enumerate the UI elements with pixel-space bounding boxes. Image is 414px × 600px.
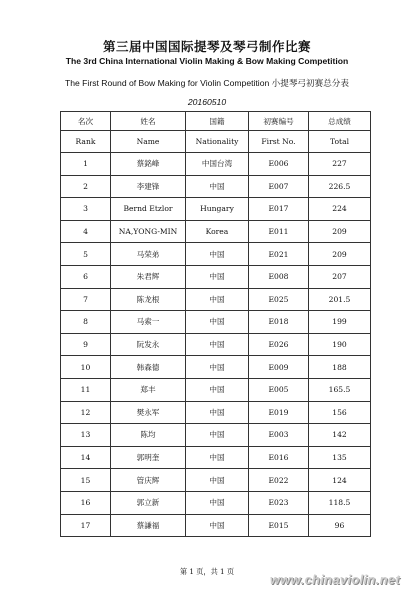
table-row bbox=[61, 265, 371, 288]
first-no-cell: E023 bbox=[249, 491, 309, 514]
total-cell: 190 bbox=[309, 333, 371, 356]
rank-cell: 7 bbox=[61, 288, 111, 311]
name-cell: 阮发永 bbox=[111, 333, 186, 356]
total-cell: 124 bbox=[309, 469, 371, 492]
name-cell: 马荣弟 bbox=[111, 243, 186, 266]
header-first-no-en: First No. bbox=[249, 131, 309, 153]
rank-cell: 10 bbox=[61, 356, 111, 379]
nationality-cell: Hungary bbox=[186, 198, 249, 221]
results-table bbox=[60, 111, 371, 537]
table-row bbox=[61, 198, 371, 221]
total-cell: 224 bbox=[309, 198, 371, 221]
nationality-cell: 中国 bbox=[186, 469, 249, 492]
rank-cell: 1 bbox=[61, 153, 111, 176]
total-cell: 209 bbox=[309, 220, 371, 243]
nationality-cell: 中国 bbox=[186, 446, 249, 469]
first-no-cell: E015 bbox=[249, 514, 309, 537]
document-title-en: The 3rd China International Violin Making & Bow Making Competition bbox=[65, 56, 349, 66]
rank-cell: 3 bbox=[61, 198, 111, 221]
total-cell: 156 bbox=[309, 401, 371, 424]
table-row bbox=[61, 378, 371, 401]
header-row-cn bbox=[61, 112, 371, 131]
nationality-cell: 中国 bbox=[186, 491, 249, 514]
nationality-cell: 中国 bbox=[186, 333, 249, 356]
header-name-en: Name bbox=[111, 131, 186, 153]
total-cell: 188 bbox=[309, 356, 371, 379]
nationality-cell: Korea bbox=[186, 220, 249, 243]
header-nationality-cn: 国籍 bbox=[186, 112, 249, 131]
table-row bbox=[61, 333, 371, 356]
total-cell: 142 bbox=[309, 424, 371, 447]
table-row bbox=[61, 243, 371, 266]
rank-cell: 9 bbox=[61, 333, 111, 356]
header-total-cn: 总成绩 bbox=[309, 112, 371, 131]
first-no-cell: E022 bbox=[249, 469, 309, 492]
first-no-cell: E007 bbox=[249, 175, 309, 198]
rank-cell: 4 bbox=[61, 220, 111, 243]
first-no-cell: E008 bbox=[249, 265, 309, 288]
total-cell: 165.5 bbox=[309, 378, 371, 401]
first-no-cell: E009 bbox=[249, 356, 309, 379]
total-cell: 118.5 bbox=[309, 491, 371, 514]
rank-cell: 6 bbox=[61, 265, 111, 288]
name-cell: 郑丰 bbox=[111, 378, 186, 401]
first-no-cell: E018 bbox=[249, 311, 309, 334]
table-row bbox=[61, 175, 371, 198]
table-row bbox=[61, 356, 371, 379]
total-cell: 96 bbox=[309, 514, 371, 537]
name-cell: 郭明奎 bbox=[111, 446, 186, 469]
name-cell: 管庆辉 bbox=[111, 469, 186, 492]
first-no-cell: E017 bbox=[249, 198, 309, 221]
name-cell: 马索一 bbox=[111, 311, 186, 334]
nationality-cell: 中国 bbox=[186, 401, 249, 424]
first-no-cell: E021 bbox=[249, 243, 309, 266]
header-rank-en: Rank bbox=[61, 131, 111, 153]
nationality-cell: 中国 bbox=[186, 311, 249, 334]
name-cell: 樊永军 bbox=[111, 401, 186, 424]
document-title-cn: 第三届中国国际提琴及琴弓制作比赛 bbox=[102, 40, 311, 54]
nationality-cell: 中国 bbox=[186, 378, 249, 401]
total-cell: 207 bbox=[309, 265, 371, 288]
name-cell: 陈均 bbox=[111, 424, 186, 447]
name-cell: 李建锋 bbox=[111, 175, 186, 198]
nationality-cell: 中国 bbox=[186, 265, 249, 288]
rank-cell: 14 bbox=[61, 446, 111, 469]
table-row bbox=[61, 491, 371, 514]
rank-cell: 11 bbox=[61, 378, 111, 401]
total-cell: 226.5 bbox=[309, 175, 371, 198]
header-total-en: Total bbox=[309, 131, 371, 153]
header-first-no-cn: 初赛编号 bbox=[249, 112, 309, 131]
table-row bbox=[61, 514, 371, 537]
name-cell: 蔡謙福 bbox=[111, 514, 186, 537]
name-cell: 蔡銘峰 bbox=[111, 153, 186, 176]
rank-cell: 8 bbox=[61, 311, 111, 334]
first-no-cell: E016 bbox=[249, 446, 309, 469]
rank-cell: 2 bbox=[61, 175, 111, 198]
total-cell: 201.5 bbox=[309, 288, 371, 311]
first-no-cell: E025 bbox=[249, 288, 309, 311]
header-rank-cn: 名次 bbox=[61, 112, 111, 131]
first-no-cell: E003 bbox=[249, 424, 309, 447]
rank-cell: 13 bbox=[61, 424, 111, 447]
rank-cell: 15 bbox=[61, 469, 111, 492]
rank-cell: 17 bbox=[61, 514, 111, 537]
watermark-logo: www.chinaviolin.net bbox=[269, 572, 400, 587]
name-cell: 韩森德 bbox=[111, 356, 186, 379]
name-cell: NA,YONG-MIN bbox=[111, 220, 186, 243]
first-no-cell: E006 bbox=[249, 153, 309, 176]
document-subtitle: The First Round of Bow Making for Violin Competition 小提琴弓初赛总分表 bbox=[64, 78, 349, 88]
rank-cell: 16 bbox=[61, 491, 111, 514]
nationality-cell: 中国 bbox=[186, 424, 249, 447]
nationality-cell: 中国 bbox=[186, 356, 249, 379]
nationality-cell: 中国台湾 bbox=[186, 153, 249, 176]
header-name-cn: 姓名 bbox=[111, 112, 186, 131]
nationality-cell: 中国 bbox=[186, 514, 249, 537]
name-cell: Bernd Etzlor bbox=[111, 198, 186, 221]
name-cell: 朱君辉 bbox=[111, 265, 186, 288]
first-no-cell: E011 bbox=[249, 220, 309, 243]
table-row bbox=[61, 311, 371, 334]
table-row bbox=[61, 401, 371, 424]
total-cell: 199 bbox=[309, 311, 371, 334]
total-cell: 209 bbox=[309, 243, 371, 266]
table-row bbox=[61, 220, 371, 243]
document-date: 20160510 bbox=[187, 97, 227, 107]
total-cell: 135 bbox=[309, 446, 371, 469]
rank-cell: 5 bbox=[61, 243, 111, 266]
table-row bbox=[61, 446, 371, 469]
table-row bbox=[61, 288, 371, 311]
table-row bbox=[61, 424, 371, 447]
first-no-cell: E026 bbox=[249, 333, 309, 356]
rank-cell: 12 bbox=[61, 401, 111, 424]
first-no-cell: E019 bbox=[249, 401, 309, 424]
name-cell: 郭立新 bbox=[111, 491, 186, 514]
nationality-cell: 中国 bbox=[186, 243, 249, 266]
table-row bbox=[61, 469, 371, 492]
nationality-cell: 中国 bbox=[186, 175, 249, 198]
table-row bbox=[61, 153, 371, 176]
header-nationality-en: Nationality bbox=[186, 131, 249, 153]
total-cell: 227 bbox=[309, 153, 371, 176]
name-cell: 陈龙根 bbox=[111, 288, 186, 311]
first-no-cell: E005 bbox=[249, 378, 309, 401]
header-row-en bbox=[61, 131, 371, 153]
page-number: 第 1 页，共 1 页 bbox=[179, 567, 235, 576]
nationality-cell: 中国 bbox=[186, 288, 249, 311]
